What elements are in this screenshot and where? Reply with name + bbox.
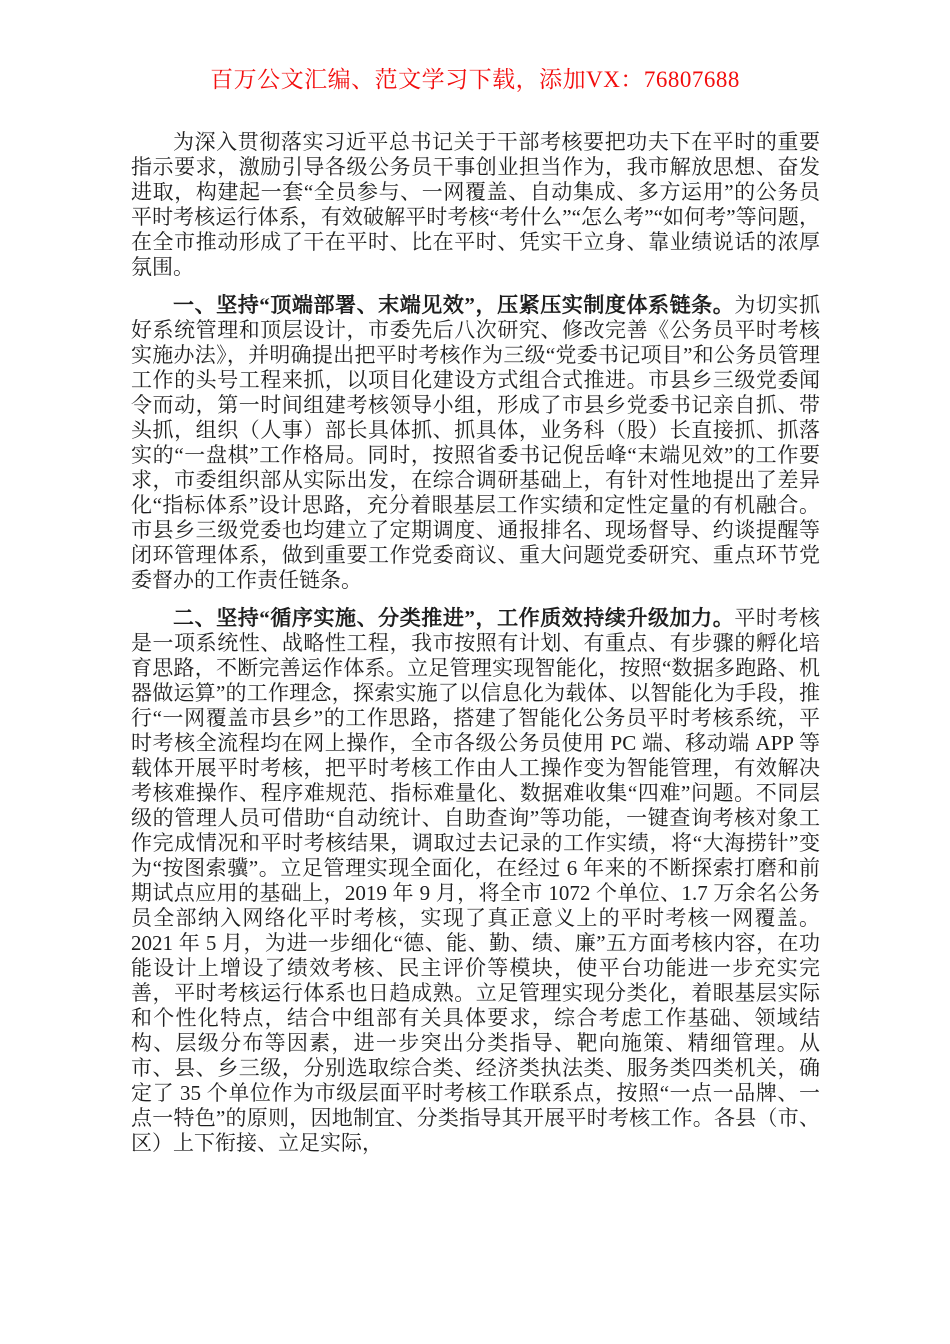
document-content (131, 130, 820, 1169)
section-1-text: 为切实抓好系统管理和顶层设计，市委先后八次研究、修改完善《公务员平时考核实施办法》，并明确提出把平时考核作为三级“党委书记项目”和公务员管理工作的头号工程来抓，以项目化建设方式组合式推进。市县乡三级党委闻令而动，第一时间组建考核领导小组，形成了市县乡党委书记亲自抓、带头抓，组织（人事）部长具体抓、抓具体，业务科（股）长直接抓、抓落实的“一盘棋”工作格局。同时，按照省委书记倪岳峰“末端见效”的工作要求，市委组织部从实际出发，在综合调研基础上，有针对性地提出了差异化“指标体系”设计思路，充分着眼基层工作实绩和定性定量的有机融合。市县乡三级党委也均建立了定期调度、通报排名、现场督导、约谈提醒等闭环管理体系，做到重要工作党委商议、重大问题党委研究、重点环节党委督办的工作责任链条。 (131, 293, 821, 592)
promo-header-text: 百万公文汇编、范文学习下载，添加VX：76807688 (210, 67, 740, 92)
paragraph-intro-text: 为深入贯彻落实习近平总书记关于干部考核要把功夫下在平时的重要指示要求，激励引导各级公务员干事创业担当作为，我市解放思想、奋发进取，构建起一套“全员参与、一网覆盖、自动集成、多方运用”的公务员平时考核运行体系，有效破解平时考核“考什么”“怎么考”“如何考”等问题，在全市推动形成了干在平时、比在平时、凭实干立身、靠业绩说话的浓厚氛围。 (131, 130, 820, 279)
section-1-heading: 一、坚持“顶端部署、末端见效”，压紧压实制度体系链条。 (173, 293, 735, 317)
paragraph-intro (131, 130, 820, 280)
section-2-text: 平时考核是一项系统性、战略性工程，我市按照有计划、有重点、有步骤的孵化培育思路，不断完善运作体系。立足管理实现智能化，按照“数据多跑路、机器做运算”的工作理念，探索实施了以信息化为载体、以智能化为手段，推行“一网覆盖市县乡”的工作思路，搭建了智能化公务员平时考核系统，平时考核全流程均在网上操作，全市各级公务员使用 PC 端、移动端 APP 等载体开展平时考核，把平时考核工作由人工操作变为智能管理，有效解决考核难操作、程序难规范、指标难量化、数据难收集“四难”问题。不同层级的管理人员可借助“自动统计、自助查询”等功能，一键查询考核对象工作完成情况和平时考核结果，调取过去记录的工作实绩，将“大海捞针”变为“按图索骥”。立足管理实现全面化，在经过 6 年来的不断探索打磨和前期试点应用的基础上，2019 年 9 月，将全市 1072 个单位、1.7 万余名公务员全部纳入网络化平时考核，实现了真正意义上的平时考核一网覆盖。2021 年 5 月，为进一步细化“德、能、勤、绩、廉”五方面考核内容，在功能设计上增设了绩效考核、民主评价等模块，使平台功能进一步充实完善，平时考核运行体系也日趋成熟。立足管理实现分类化，着眼基层实际和个性化特点，结合中组部有关具体要求，综合考虑工作基础、领域结构、层级分布等因素，进一步突出分类指导、靶向施策、精细管理。从市、县、乡三级，分别选取综合类、经济类执法类、服务类四类机关，确定了 35 个单位作为市级层面平时考核工作联系点，按照“一点一品牌、一点一特色”的原则，因地制宜、分类指导其开展平时考核工作。各县（市、区）上下衔接、立足实际， (131, 606, 821, 1155)
section-2-heading: 二、坚持“循序实施、分类推进”，工作质效持续升级加力。 (173, 606, 735, 630)
paragraph-section-1 (131, 293, 820, 593)
paragraph-section-2 (131, 606, 820, 1156)
